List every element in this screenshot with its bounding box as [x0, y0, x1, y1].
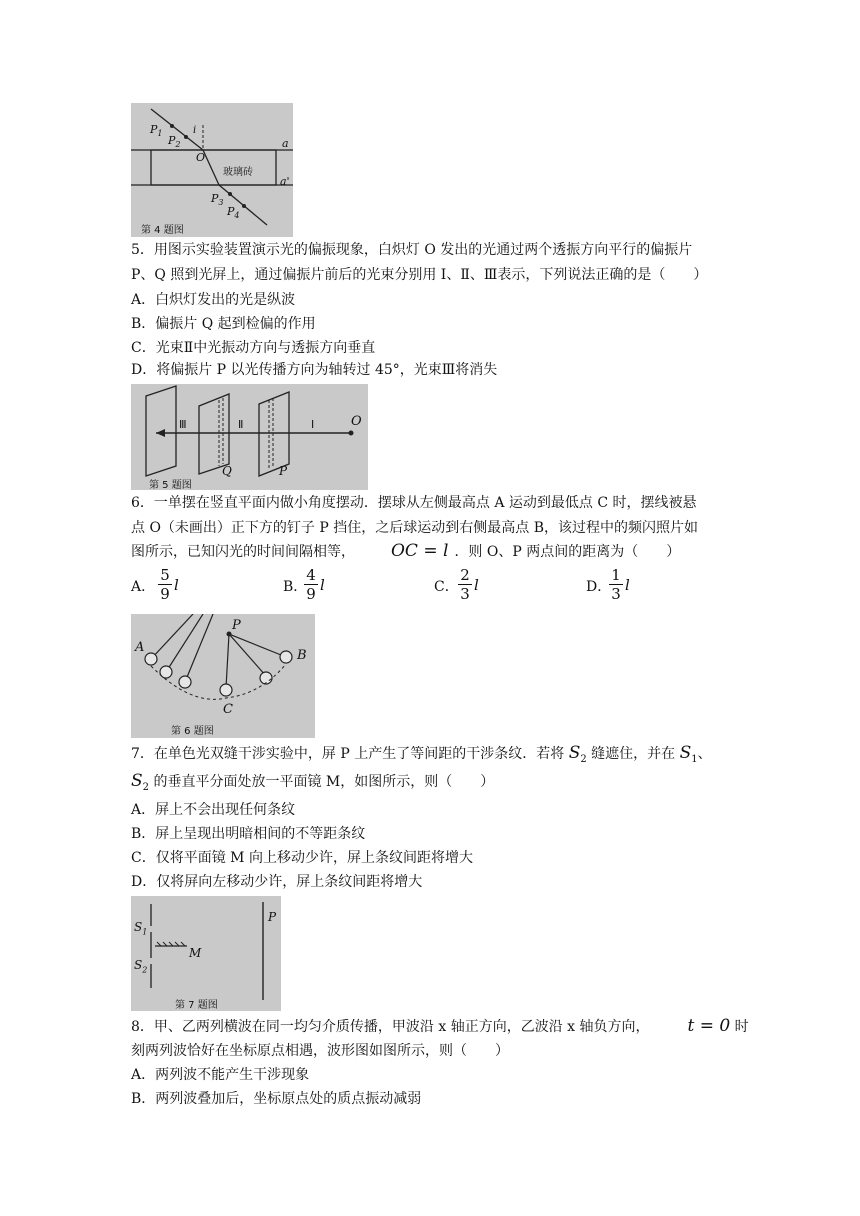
beam-1-label: Ⅰ: [311, 418, 315, 431]
q7-option-d: D．仅将屏向左移动少许，屏上条纹间距将增大: [131, 874, 423, 890]
figure-7-drawing: [131, 896, 281, 1011]
q7-stem-line1: 7．在单色光双缝干涉实验中，屏 P 上产生了等间距的干涉条纹．若将 $S_2$ 缝遮住，并在 $S_1$、: [131, 743, 712, 765]
label-s1: $S_1$: [134, 920, 148, 937]
q5-option-d: D．将偏振片 P 以光传播方向为轴转过 45°，光束Ⅲ将消失: [131, 362, 498, 378]
q6-option-b-fraction: $\frac{4}{9}$: [304, 566, 318, 603]
q6-option-c-fraction: $\frac{2}{3}$: [458, 566, 472, 603]
label-p: P: [232, 618, 241, 633]
q8-stem-line1: 8．甲、乙两列横波在同一均匀介质传播，甲波沿 x 轴正方向，乙波沿 x 轴负方向， t = 0 时: [131, 1016, 749, 1036]
label-p3: $P_3$: [211, 192, 224, 208]
q6-option-c-label: C．: [434, 579, 459, 595]
q7-stem-line2: $S_2$ 的垂直平分面处放一平面镜 M，如图所示，则（ ）: [131, 771, 495, 793]
q7-option-b: B．屏上呈现出明暗相间的不等距条纹: [131, 826, 366, 842]
label-o: O: [196, 151, 206, 164]
q6-option-a-l: l: [174, 576, 179, 594]
label-m: M: [189, 946, 202, 960]
label-a: A: [135, 640, 145, 655]
beam-3-label: Ⅲ: [179, 418, 187, 431]
q6-option-b-l: l: [320, 576, 325, 594]
figure-5: [131, 384, 368, 490]
label-p2: $P_2$: [168, 134, 181, 150]
beam-2-label: Ⅱ: [238, 418, 244, 431]
figure-6-caption: 第 6 题图: [171, 726, 214, 737]
q5-stem-line2: P、Q 照到光屏上，通过偏振片前后的光束分别用 Ⅰ、Ⅱ、Ⅲ表示，下列说法正确的是（ ）: [131, 267, 708, 283]
figure-7: [131, 896, 281, 1011]
figure-6: [131, 614, 315, 738]
figure-4-caption: 第 4 题图: [141, 225, 184, 236]
q7-option-a: A．屏上不会出现任何条纹: [131, 802, 296, 818]
q6-option-d-label: D．: [586, 579, 612, 595]
lamp-o-label: O: [351, 414, 362, 429]
label-p4: $P_4$: [227, 205, 240, 221]
glass-label: 玻璃砖: [223, 167, 253, 178]
q8-option-b: B．两列波叠加后，坐标原点处的质点振动减弱: [131, 1091, 422, 1107]
label-a-prime: a': [280, 175, 290, 188]
polarizer-q-label: Q: [222, 464, 232, 478]
figure-5-drawing: [131, 384, 368, 490]
label-s2: $S_2$: [134, 958, 148, 975]
figure-5-caption: 第 5 题图: [149, 480, 192, 490]
q6-option-d-l: l: [625, 576, 630, 594]
label-p: P: [268, 910, 277, 924]
q5-option-c: C．光束Ⅱ中光振动方向与透振方向垂直: [131, 340, 376, 356]
q7-option-c: C．仅将平面镜 M 向上移动少许，屏上条纹间距将增大: [131, 850, 473, 866]
t-equals-0: t = 0: [687, 1016, 731, 1036]
figure-6-drawing: [131, 614, 315, 738]
q8-option-a: A．两列波不能产生干涉现象: [131, 1067, 310, 1083]
q8-stem-line2: 刻两列波恰好在坐标原点相遇，波形图如图所示，则（ ）: [131, 1043, 509, 1059]
oc-equals-l: OC = l: [391, 541, 449, 561]
label-i: i: [193, 125, 197, 136]
q5-stem-line1: 5．用图示实验装置演示光的偏振现象，白炽灯 O 发出的光通过两个透振方向平行的偏振片: [131, 242, 693, 258]
q5-option-a: A．白炽灯发出的光是纵波: [131, 292, 296, 308]
q6-stem-line1: 6．一单摆在竖直平面内做小角度摆动．摆球从左侧最高点 A 运动到最低点 C 时，摆线被悬: [131, 495, 697, 511]
label-a: a: [282, 137, 289, 150]
label-p1: $P_1$: [150, 123, 163, 139]
figure-7-caption: 第 7 题图: [175, 1000, 218, 1011]
q6-stem-line3: 图所示，已知闪光的时间间隔相等， OC = l ．则 O、P 两点间的距离为（ ）: [131, 541, 681, 561]
q6-option-d-fraction: $\frac{1}{3}$: [609, 566, 623, 603]
label-b: B: [297, 648, 307, 663]
q6-stem-line2: 点 O（未画出）正下方的钉子 P 挡住，之后球运动到右侧最高点 B，该过程中的频闪照片如: [131, 520, 698, 536]
q5-option-b: B．偏振片 Q 起到检偏的作用: [131, 316, 316, 332]
label-c: C: [223, 702, 233, 717]
q6-option-c-l: l: [474, 576, 479, 594]
polarizer-p-label: P: [279, 464, 288, 478]
q6-option-b-label: B．: [283, 579, 308, 595]
q6-option-a-fraction: $\frac{5}{9}$: [158, 566, 172, 603]
figure-4: [131, 103, 293, 237]
q6-option-a-label: A．: [131, 579, 156, 595]
